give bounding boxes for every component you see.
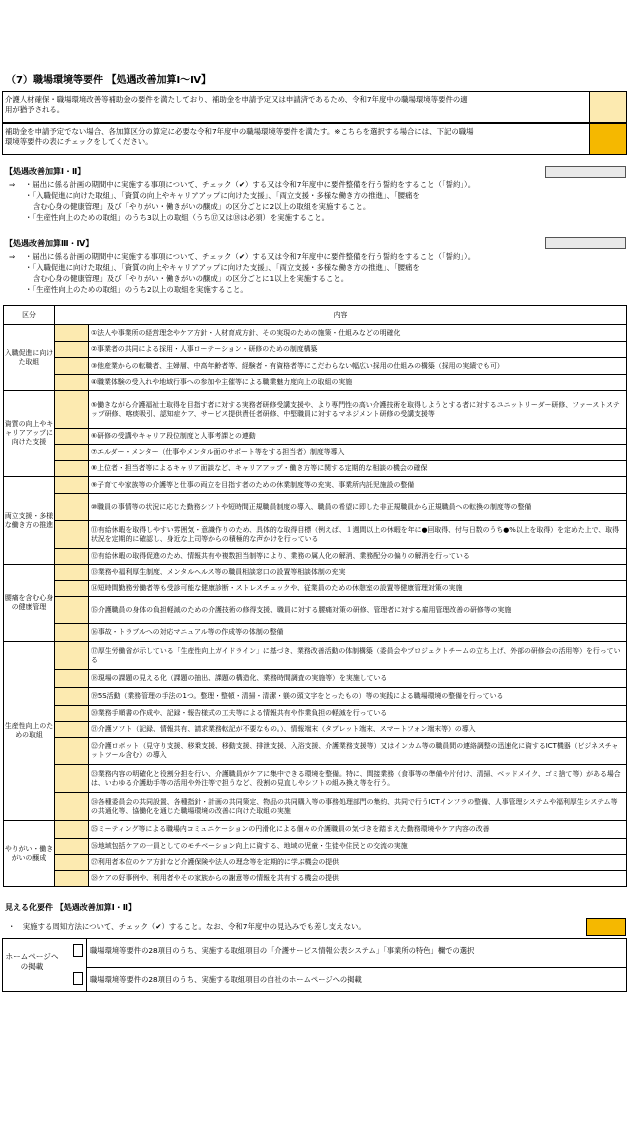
item-checkbox[interactable] xyxy=(55,342,89,358)
item-text: ②事業者の共同による採用・人事ローテーション・研修のための制度構築 xyxy=(89,342,627,358)
item-text: ⑦エルダー・メンター（仕事やメンタル面のサポート等をする担当者）制度等導入 xyxy=(89,445,627,461)
intro-check-1[interactable] xyxy=(589,91,627,123)
item-checkbox[interactable] xyxy=(55,624,89,642)
category-career: 資質の向上やキャリアアップに向けた支援 xyxy=(4,391,55,477)
item-checkbox[interactable] xyxy=(55,765,89,793)
section-34-line-1: ・届出に係る計画の期間中に実施する事項について、チェック（✔）する又は令和7年度中に要件整備を行う誓約をすること（「誓約」）。 xyxy=(25,252,476,261)
section-34-heading: 【処遇改善加算Ⅲ・Ⅳ】 xyxy=(5,239,94,248)
intro-text-2: 補助金を申請予定でない場合、各加算区分の算定に必要な令和7年度中の職場環境等要件を満たす。※こちらを選択する場合には、下記の職場環境等要件の表にチェックをしてください。 xyxy=(5,127,474,146)
section-title: （7）職場環境等要件 【処遇改善加算Ⅰ～Ⅳ】 xyxy=(6,75,212,86)
item-text: ㉗利用者本位のケア方針など介護保険や法人の理念等を定期的に学ぶ機会の提供 xyxy=(89,855,627,871)
item-checkbox[interactable] xyxy=(55,738,89,765)
item-checkbox[interactable] xyxy=(55,722,89,738)
section-34-line-2: ・「入職促進に向けた取組」、「資質の向上やキャリアアップに向けた支援」、「両立支援・多様な働き方の推進」、「腰痛を xyxy=(25,263,420,272)
item-checkbox[interactable] xyxy=(55,461,89,477)
section-34-line-3: 含む心身の健康管理」及び「やりがい・働きがいの醸成」の区分ごとに1以上を実施すること。 xyxy=(33,274,349,283)
item-checkbox[interactable] xyxy=(55,477,89,494)
item-checkbox[interactable] xyxy=(55,670,89,688)
item-checkbox[interactable] xyxy=(55,445,89,461)
visibility-divider-h xyxy=(86,967,627,968)
section-12-select[interactable] xyxy=(545,166,626,178)
item-checkbox[interactable] xyxy=(55,391,89,429)
section-12-arrow: ⇒ xyxy=(9,180,16,189)
item-text: ⑩職員の事情等の状況に応じた勤務シフトや短時間正規職員制度の導入、職員の希望に即した非正規職員から正規職員への転換の制度等の整備 xyxy=(89,494,627,521)
section-12-line-4: ・「生産性向上のための取組」のうち3以上の取組（うち⑰又は⑱は必須）を実施すること。 xyxy=(25,213,330,222)
item-text: ⑰厚生労働省が示している「生産性向上ガイドライン」に基づき、業務改善活動の体制構築（委員会やプロジェクトチームの立ち上げ、外部の研修会の活用等）を行っている xyxy=(89,642,627,670)
item-text: ③他産業からの転職者、主婦層、中高年齢者等、経験者・有資格者等にこだわらない幅広い採用の仕組みの構築（採用の実績でも可） xyxy=(89,358,627,375)
item-text: ④職業体験の受入れや地域行事への参加や主催等による職業魅力度向上の取組の実施 xyxy=(89,375,627,391)
visibility-note: ・ 実施する周知方法について、チェック（✔）すること。なお、令和7年度中の見込みでも差し支えない。 xyxy=(8,922,366,931)
item-text: ⑧上位者・担当者等によるキャリア面談など、キャリアアップ・働き方等に関する定期的な相談の機会の確保 xyxy=(89,461,627,477)
item-checkbox[interactable] xyxy=(55,839,89,855)
item-text: ⑮介護職員の身体の負担軽減のための介護技術の修得支援、職員に対する腰痛対策の研修、管理者に対する雇用管理改善の研修等の実施 xyxy=(89,597,627,624)
item-checkbox[interactable] xyxy=(55,688,89,706)
section-34-line-4: ・「生産性向上のための取組」のうち2以上の取組を実施すること。 xyxy=(25,285,248,294)
item-text: ⑱現場の課題の見える化（課題の抽出、課題の構造化、業務時間調査の実施等）を実施している xyxy=(89,670,627,688)
item-checkbox[interactable] xyxy=(55,706,89,722)
item-checkbox[interactable] xyxy=(55,871,89,887)
section-34-arrow: ⇒ xyxy=(9,252,16,261)
item-text: ㉓業務内容の明確化と役割分担を行い、介護職員がケアに集中できる環境を整備。特に、間接業務（食事等の準備や片付け、清掃、ベッドメイク、ゴミ捨て等）がある場合は、いわゆる介護助手等の活用や外注等で担うなど、役割の見直しやシフトの組み換え等を行う。 xyxy=(89,765,627,793)
item-text: ⑯事故・トラブルへの対応マニュアル等の作成等の体制の整備 xyxy=(89,624,627,642)
category-productivity: 生産性向上のための取組 xyxy=(4,642,55,821)
item-text: ⑪有給休暇を取得しやすい雰囲気・意識作りのため、具体的な取得目標（例えば、１週間以上の休暇を年に●回取得、付与日数のうち●%以上を取得）を定めた上で、取得状況を定期的に確認し、身近な上司等からの積極的な声かけを行っている xyxy=(89,521,627,549)
item-checkbox[interactable] xyxy=(55,855,89,871)
item-checkbox[interactable] xyxy=(55,793,89,821)
item-checkbox[interactable] xyxy=(55,549,89,565)
item-text: ⑲5S活動（業務管理の手法の1つ。整理・整頓・清掃・清潔・躾の頭文字をとったもの）等の実践による職場環境の整備を行っている xyxy=(89,688,627,706)
item-text: ⑭短時間勤務労働者等も受診可能な健康診断・ストレスチェックや、従業員のための休憩室の設置等健康管理対策の実施 xyxy=(89,581,627,597)
intro-check-2[interactable] xyxy=(589,123,627,155)
item-text: ㉔各種委員会の共同設置、各種指針・計画の共同策定、物品の共同購入等の事務処理部門の集約、共同で行うICTインフラの整備、人事管理システムや福利厚生システム等の共通化等、協働化を通じた職場環境の改善に向けた取組の実施 xyxy=(89,793,627,821)
visibility-divider-v xyxy=(86,938,87,992)
item-text: ⑳業務手順書の作成や、記録・報告様式の工夫等による情報共有や作業負担の軽減を行っている xyxy=(89,706,627,722)
section-34-select[interactable] xyxy=(545,237,626,249)
item-checkbox[interactable] xyxy=(55,325,89,342)
visibility-checkbox-1[interactable] xyxy=(73,944,83,957)
intro-text-1: 介護人材確保・職場環境改善等補助金の要件を満たしており、補助金を申請予定又は申請済であるため、令和7年度中の職場環境等要件の適用が猶予される。 xyxy=(5,95,468,114)
item-checkbox[interactable] xyxy=(55,581,89,597)
item-text: ㉖地域包括ケアの一員としてのモチベーション向上に資する、地域の児童・生徒や住民との交流の実施 xyxy=(89,839,627,855)
category-motivation: やりがい・働きがいの醸成 xyxy=(4,821,55,887)
visibility-heading: 見える化要件 【処遇改善加算Ⅰ・Ⅱ】 xyxy=(5,903,137,912)
item-checkbox[interactable] xyxy=(55,821,89,839)
requirements-table xyxy=(3,305,627,887)
item-text: ⑬業務や福利厚生制度、メンタルヘルス等の職員相談窓口の設置等相談体制の充実 xyxy=(89,565,627,581)
item-text: ①法人や事業所の経営理念やケア方針・人材育成方針、その実現のための施策・仕組みなどの明確化 xyxy=(89,325,627,342)
visibility-category: ホームページへの掲載 xyxy=(5,952,59,972)
item-text: ⑫有給休暇の取得促進のため、情報共有や複数担当制等により、業務の属人化の解消、業務配分の偏りの解消を行っている xyxy=(89,549,627,565)
category-health: 腰痛を含む心身の健康管理 xyxy=(4,565,55,642)
section-12-line-3: 含む心身の健康管理」及び「やりがい・働きがいの醸成」の区分ごとに2以上の取組を実施すること。 xyxy=(33,202,371,211)
item-checkbox[interactable] xyxy=(55,358,89,375)
item-checkbox[interactable] xyxy=(55,375,89,391)
item-text: ⑥研修の受講やキャリア段位制度と人事考課との連動 xyxy=(89,429,627,445)
category-work-life: 両立支援・多様な働き方の推進 xyxy=(4,477,55,565)
col-header-content: 内容 xyxy=(55,306,627,325)
item-checkbox[interactable] xyxy=(55,494,89,521)
item-text: ⑨子育てや家族等の介護等と仕事の両立を目指す者のための休業制度等の充実、事業所内託児施設の整備 xyxy=(89,477,627,494)
section-12-heading: 【処遇改善加算Ⅰ・Ⅱ】 xyxy=(5,167,86,176)
category-recruitment: 入職促進に向けた取組 xyxy=(4,325,55,391)
item-text: ⑤働きながら介護福祉士取得を目指す者に対する実務者研修受講支援や、より専門性の高い介護技術を取得しようとする者に対するユニットリーダー研修、ファーストステップ研修、喀痰吸引、認知症ケア、サービス提供責任者研修、中堅職員に対するマネジメント研修の受講支援等 xyxy=(89,391,627,429)
visibility-check[interactable] xyxy=(586,918,626,936)
visibility-option-2: 職場環境等要件の28項目のうち、実施する取組項目の自社のホームページへの掲載 xyxy=(90,975,362,984)
item-checkbox[interactable] xyxy=(55,642,89,670)
item-checkbox[interactable] xyxy=(55,521,89,549)
section-12-line-2: ・「入職促進に向けた取組」、「資質の向上やキャリアアップに向けた支援」、「両立支援・多様な働き方の推進」、「腰痛を xyxy=(25,191,420,200)
item-text: ㉑介護ソフト（記録、情報共有、請求業務転記が不要なもの。）、情報端末（タブレット端末、スマートフォン端末等）の導入 xyxy=(89,722,627,738)
visibility-option-1: 職場環境等要件の28項目のうち、実施する取組項目の「介護サービス情報公表システム」「事業所の特色」欄での選択 xyxy=(90,946,475,955)
item-text: ㉕ミーティング等による職場内コミュニケーションの円滑化による個々の介護職員の気づきを踏まえた勤務環境やケア内容の改善 xyxy=(89,821,627,839)
visibility-checkbox-2[interactable] xyxy=(73,972,83,985)
item-checkbox[interactable] xyxy=(55,565,89,581)
col-header-category: 区分 xyxy=(4,306,55,325)
item-checkbox[interactable] xyxy=(55,429,89,445)
item-text: ㉒介護ロボット（見守り支援、移乗支援、移動支援、排泄支援、入浴支援、介護業務支援等）又はインカム等の職員間の連絡調整の迅速化に資するICT機器（ビジネスチャットツール含む）の導入 xyxy=(89,738,627,765)
item-text: ㉘ケアの好事例や、利用者やその家族からの謝意等の情報を共有する機会の提供 xyxy=(89,871,627,887)
item-checkbox[interactable] xyxy=(55,597,89,624)
section-12-line-1: ・届出に係る計画の期間中に実施する事項について、チェック（✔）する又は令和7年度中に要件整備を行う誓約をすること（「誓約」）。 xyxy=(25,180,476,189)
